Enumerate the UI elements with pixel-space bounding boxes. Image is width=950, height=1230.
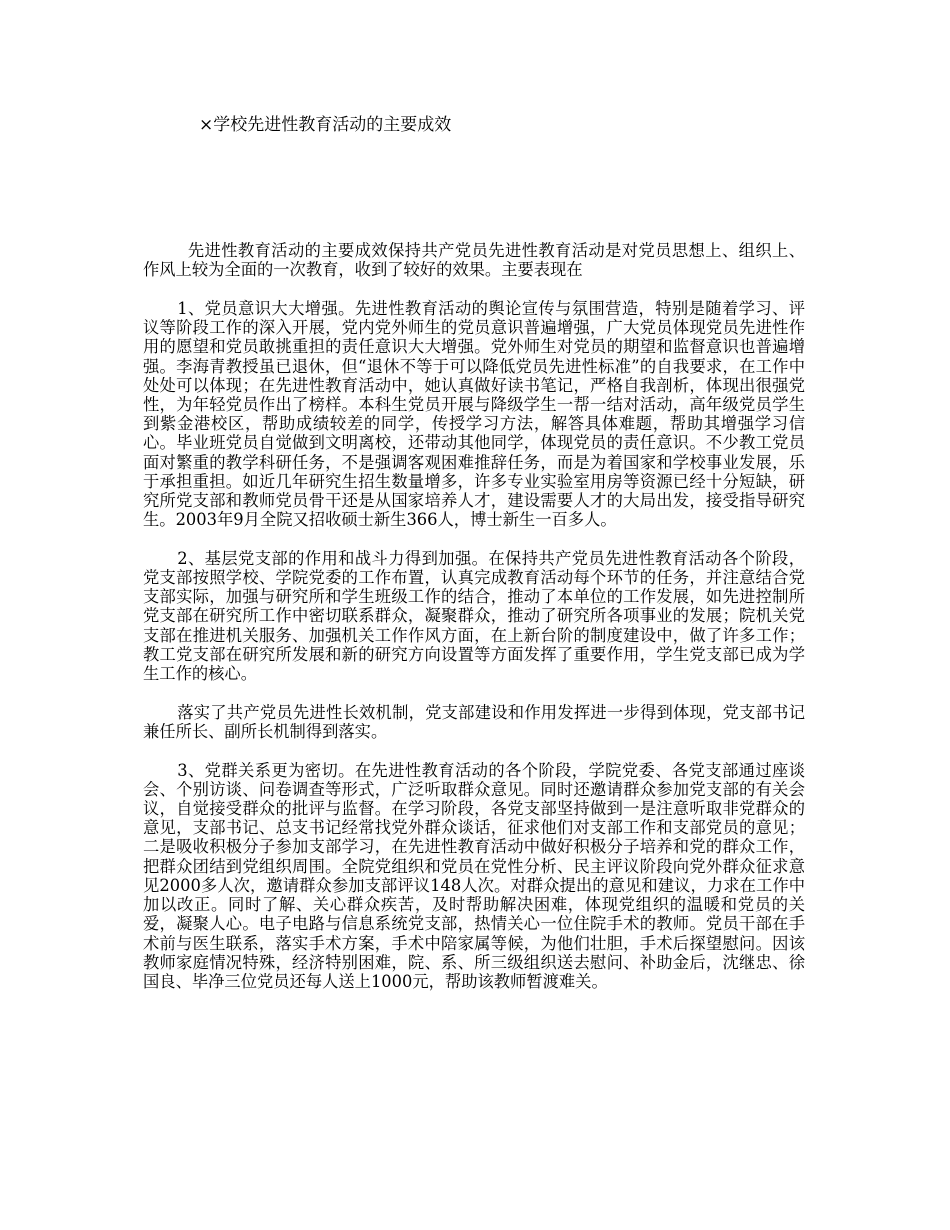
paragraph-party-mass-relations: 3、党群关系更为密切。在先进性教育活动的各个阶段，学院党委、各党支部通过座谈会、个别访谈、问卷调查等形式，广泛听取群众意见。同时还邀请群众参加党支部的有关会议，自觉接受群众的批评与监督。在学习阶段，各党支部坚持做到一是注意听取非党群众的意见，支部书记、总支书记经常找党外群众谈话，征求他们对支部工作和支部党员的意见；二是吸收积极分子参加支部学习，在先进性教育活动中做好积极分子培养和党的群众工作，把群众团结到党组织周围。全院党组织和党员在党性分析、民主评议阶段向党外群众征求意见2000多人次，邀请群众参加支部评议148人次。对群众提出的意见和建议，力求在工作中加以改正。同时了解、关心群众疾苦，及时帮助解决困难，体现党组织的温暖和党员的关爱，凝聚人心。电子电路与信息系统党支部，热情关心一位住院手术的教师。党员干部在手术前与医生联系，落实手术方案，手术中陪家属等候，为他们壮胆，手术后探望慰问。因该教师家庭情况特殊，经济特别困难，院、系、所三级组织送去慰问、补助金后，沈继忠、徐国良、毕净三位党员还每人送上1000元，帮助该教师暂渡难关。	[143, 760, 805, 991]
paragraph-party-awareness: 1、党员意识大大增强。先进性教育活动的舆论宣传与氛围营造，特别是随着学习、评议等阶段工作的深入开展，党内党外师生的党员意识普遍增强，广大党员体现党员先进性作用的愿望和党员敢挑重担的责任意识大大增强。党外师生对党员的期望和监督意识也普遍增强。李海青教授虽已退休，但“退休不等于可以降低党员先进性标准”的自我要求，在工作中处处可以体现；在先进性教育活动中，她认真做好读书笔记，严格自我剖析，体现出很强党性，为年轻党员作出了榜样。本科生党员开展与降级学生一帮一结对活动，高年级党员学生到紫金港校区，帮助成绩较差的同学，传授学习方法，解答具体难题，帮助其增强学习信心。毕业班党员自觉做到文明离校，还带动其他同学，体现党员的责任意识。不少教工党员面对繁重的教学科研任务，不是强调客观困难推辞任务，而是为着国家和学校事业发展，乐于承担重担。如近几年研究生招生数量增多，许多专业实验室用房等资源已经十分短缺，研究所党支部和教师党员骨干还是从国家培养人才，建设需要人才的大局出发，接受指导研究生。2003年9月全院又招收硕士新生366人，博士新生一百多人。	[143, 298, 805, 530]
paragraph-branch-strength: 2、基层党支部的作用和战斗力得到加强。在保持共产党员先进性教育活动各个阶段，党支部按照学校、学院党委的工作布置，认真完成教育活动每个环节的任务，并注意结合党支部实际，加强与研究所和学生班级工作的结合，推动了本单位的工作发展，如先进控制所党支部在研究所工作中密切联系群众，凝聚群众，推动了研究所各项事业的发展；院机关党支部在推进机关服务、加强机关工作作风方面，在上新台阶的制度建设中，做了许多工作；教工党支部在研究所发展和新的研究方向设置等方面发挥了重要作用，学生党支部已成为学生工作的核心。	[143, 548, 805, 684]
paragraph-long-term-mechanism: 落实了共产党员先进性长效机制，党支部建设和作用发挥进一步得到体现，党支部书记兼任所长、副所长机制得到落实。	[143, 702, 805, 741]
document-body	[143, 241, 805, 1011]
paragraph-intro: 先进性教育活动的主要成效保持共产党员先进性教育活动是对党员思想上、组织上、作风上较为全面的一次教育，收到了较好的效果。主要表现在	[143, 241, 805, 280]
document-title: ×学校先进性教育活动的主要成效	[199, 115, 452, 135]
